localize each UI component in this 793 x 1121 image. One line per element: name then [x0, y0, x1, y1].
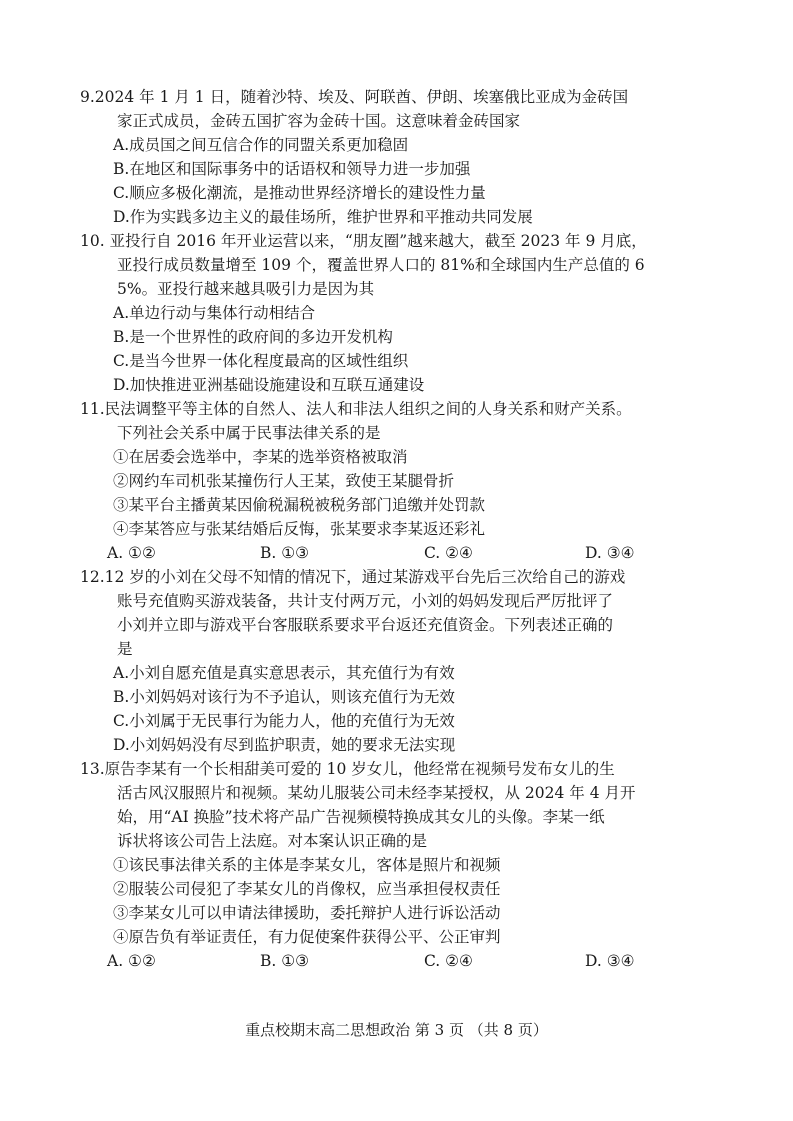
- q13-choice-b: B. ①③: [260, 952, 310, 970]
- q10-stem-line-2: 亚投行成员数量增至 109 个，覆盖世界人口的 81%和全球国内生产总值的 6: [117, 256, 645, 274]
- q13-choice-a: A. ①②: [107, 952, 156, 970]
- q11-choice-d: D. ③④: [585, 544, 635, 562]
- q9-option-a: A.成员国之间互信合作的同盟关系更加稳固: [113, 136, 409, 154]
- q9-stem-line-1: 9.2024 年 1 月 1 日，随着沙特、埃及、阿联酋、伊朗、埃塞俄比亚成为金砖国: [80, 88, 629, 106]
- q11-item-2: ②网约车司机张某撞伤行人王某，致使王某腿骨折: [113, 472, 455, 490]
- q10-option-a: A.单边行动与集体行动相结合: [113, 304, 316, 322]
- q13-item-4: ④原告负有举证责任，有力促使案件获得公平、公正审判: [113, 928, 501, 946]
- q11-item-1: ①在居委会选举中，李某的选举资格被取消: [113, 448, 408, 466]
- q11-item-4: ④李某答应与张某结婚后反悔，张某要求李某返还彩礼: [113, 520, 486, 538]
- q13-choice-c: C. ②④: [424, 952, 473, 970]
- q10-stem-line-3: 5%。亚投行越来越具吸引力是因为其: [117, 280, 375, 298]
- q13-stem-line-2: 活古风汉服照片和视频。某幼儿服装公司未经李某授权，从 2024 年 4 月开: [117, 784, 636, 802]
- q12-stem-line-3: 小刘并立即与游戏平台客服联系要求平台返还充值资金。下列表述正确的: [117, 616, 614, 634]
- q9-option-c: C.顺应多极化潮流，是推动世界经济增长的建设性力量: [113, 184, 486, 202]
- q9-option-b: B.在地区和国际事务中的话语权和领导力进一步加强: [113, 160, 471, 178]
- q9-option-d: D.作为实践多边主义的最佳场所，维护世界和平推动共同发展: [113, 208, 533, 226]
- q13-item-3: ③李某女儿可以申请法律援助，委托辩护人进行诉讼活动: [113, 904, 501, 922]
- q10-stem-line-1: 10. 亚投行自 2016 年开业运营以来，“朋友圈”越来越大，截至 2023 年 9 月底，: [80, 232, 647, 250]
- q9-stem-line-2: 家正式成员，金砖五国扩容为金砖十国。这意味着金砖国家: [117, 112, 521, 130]
- q13-stem-line-1: 13.原告李某有一个长相甜美可爱的 10 岁女儿，他经常在视频号发布女儿的生: [80, 760, 615, 778]
- q10-option-d: D.加快推进亚洲基础设施建设和互联互通建设: [113, 376, 425, 394]
- q11-choices: [0, 541, 793, 565]
- q11-stem-line-1: 11.民法调整平等主体的自然人、法人和非法人组织之间的人身关系和财产关系。: [80, 400, 632, 418]
- q13-stem-line-3: 始，用“AI 换脸”技术将产品广告视频模特换成其女儿的头像。李某一纸: [117, 808, 605, 826]
- page-footer: 重点校期末高二思想政治 第 3 页 （共 8 页）: [245, 1021, 548, 1039]
- q13-choice-d: D. ③④: [585, 952, 635, 970]
- q10-option-c: C.是当今世界一体化程度最高的区域性组织: [113, 352, 409, 370]
- q12-stem-line-2: 账号充值购买游戏装备，共计支付两万元，小刘的妈妈发现后严厉批评了: [117, 592, 614, 610]
- q12-stem-line-1: 12.12 岁的小刘在父母不知情的情况下，通过某游戏平台先后三次给自己的游戏: [80, 568, 626, 586]
- q11-stem-line-2: 下列社会关系中属于民事法律关系的是: [117, 424, 381, 442]
- q13-stem-line-4: 诉状将该公司告上法庭。对本案认识正确的是: [117, 832, 428, 850]
- q11-item-3: ③某平台主播黄某因偷税漏税被税务部门追缴并处罚款: [113, 496, 486, 514]
- q13-item-2: ②服装公司侵犯了李某女儿的肖像权，应当承担侵权责任: [113, 880, 501, 898]
- q12-option-d: D.小刘妈妈没有尽到监护职责，她的要求无法实现: [113, 736, 456, 754]
- q11-choice-b: B. ①③: [260, 544, 310, 562]
- q13-choices: [0, 949, 793, 973]
- q10-option-b: B.是一个世界性的政府间的多边开发机构: [113, 328, 393, 346]
- q12-option-a: A.小刘自愿充值是真实意思表示，其充值行为有效: [113, 664, 455, 682]
- q12-option-b: B.小刘妈妈对该行为不予追认，则该充值行为无效: [113, 688, 455, 706]
- q13-item-1: ①该民事法律关系的主体是李某女儿，客体是照片和视频: [113, 856, 501, 874]
- q12-option-c: C.小刘属于无民事行为能力人，他的充值行为无效: [113, 712, 455, 730]
- q11-choice-a: A. ①②: [107, 544, 156, 562]
- q12-stem-line-4: 是: [117, 640, 133, 658]
- q11-choice-c: C. ②④: [424, 544, 473, 562]
